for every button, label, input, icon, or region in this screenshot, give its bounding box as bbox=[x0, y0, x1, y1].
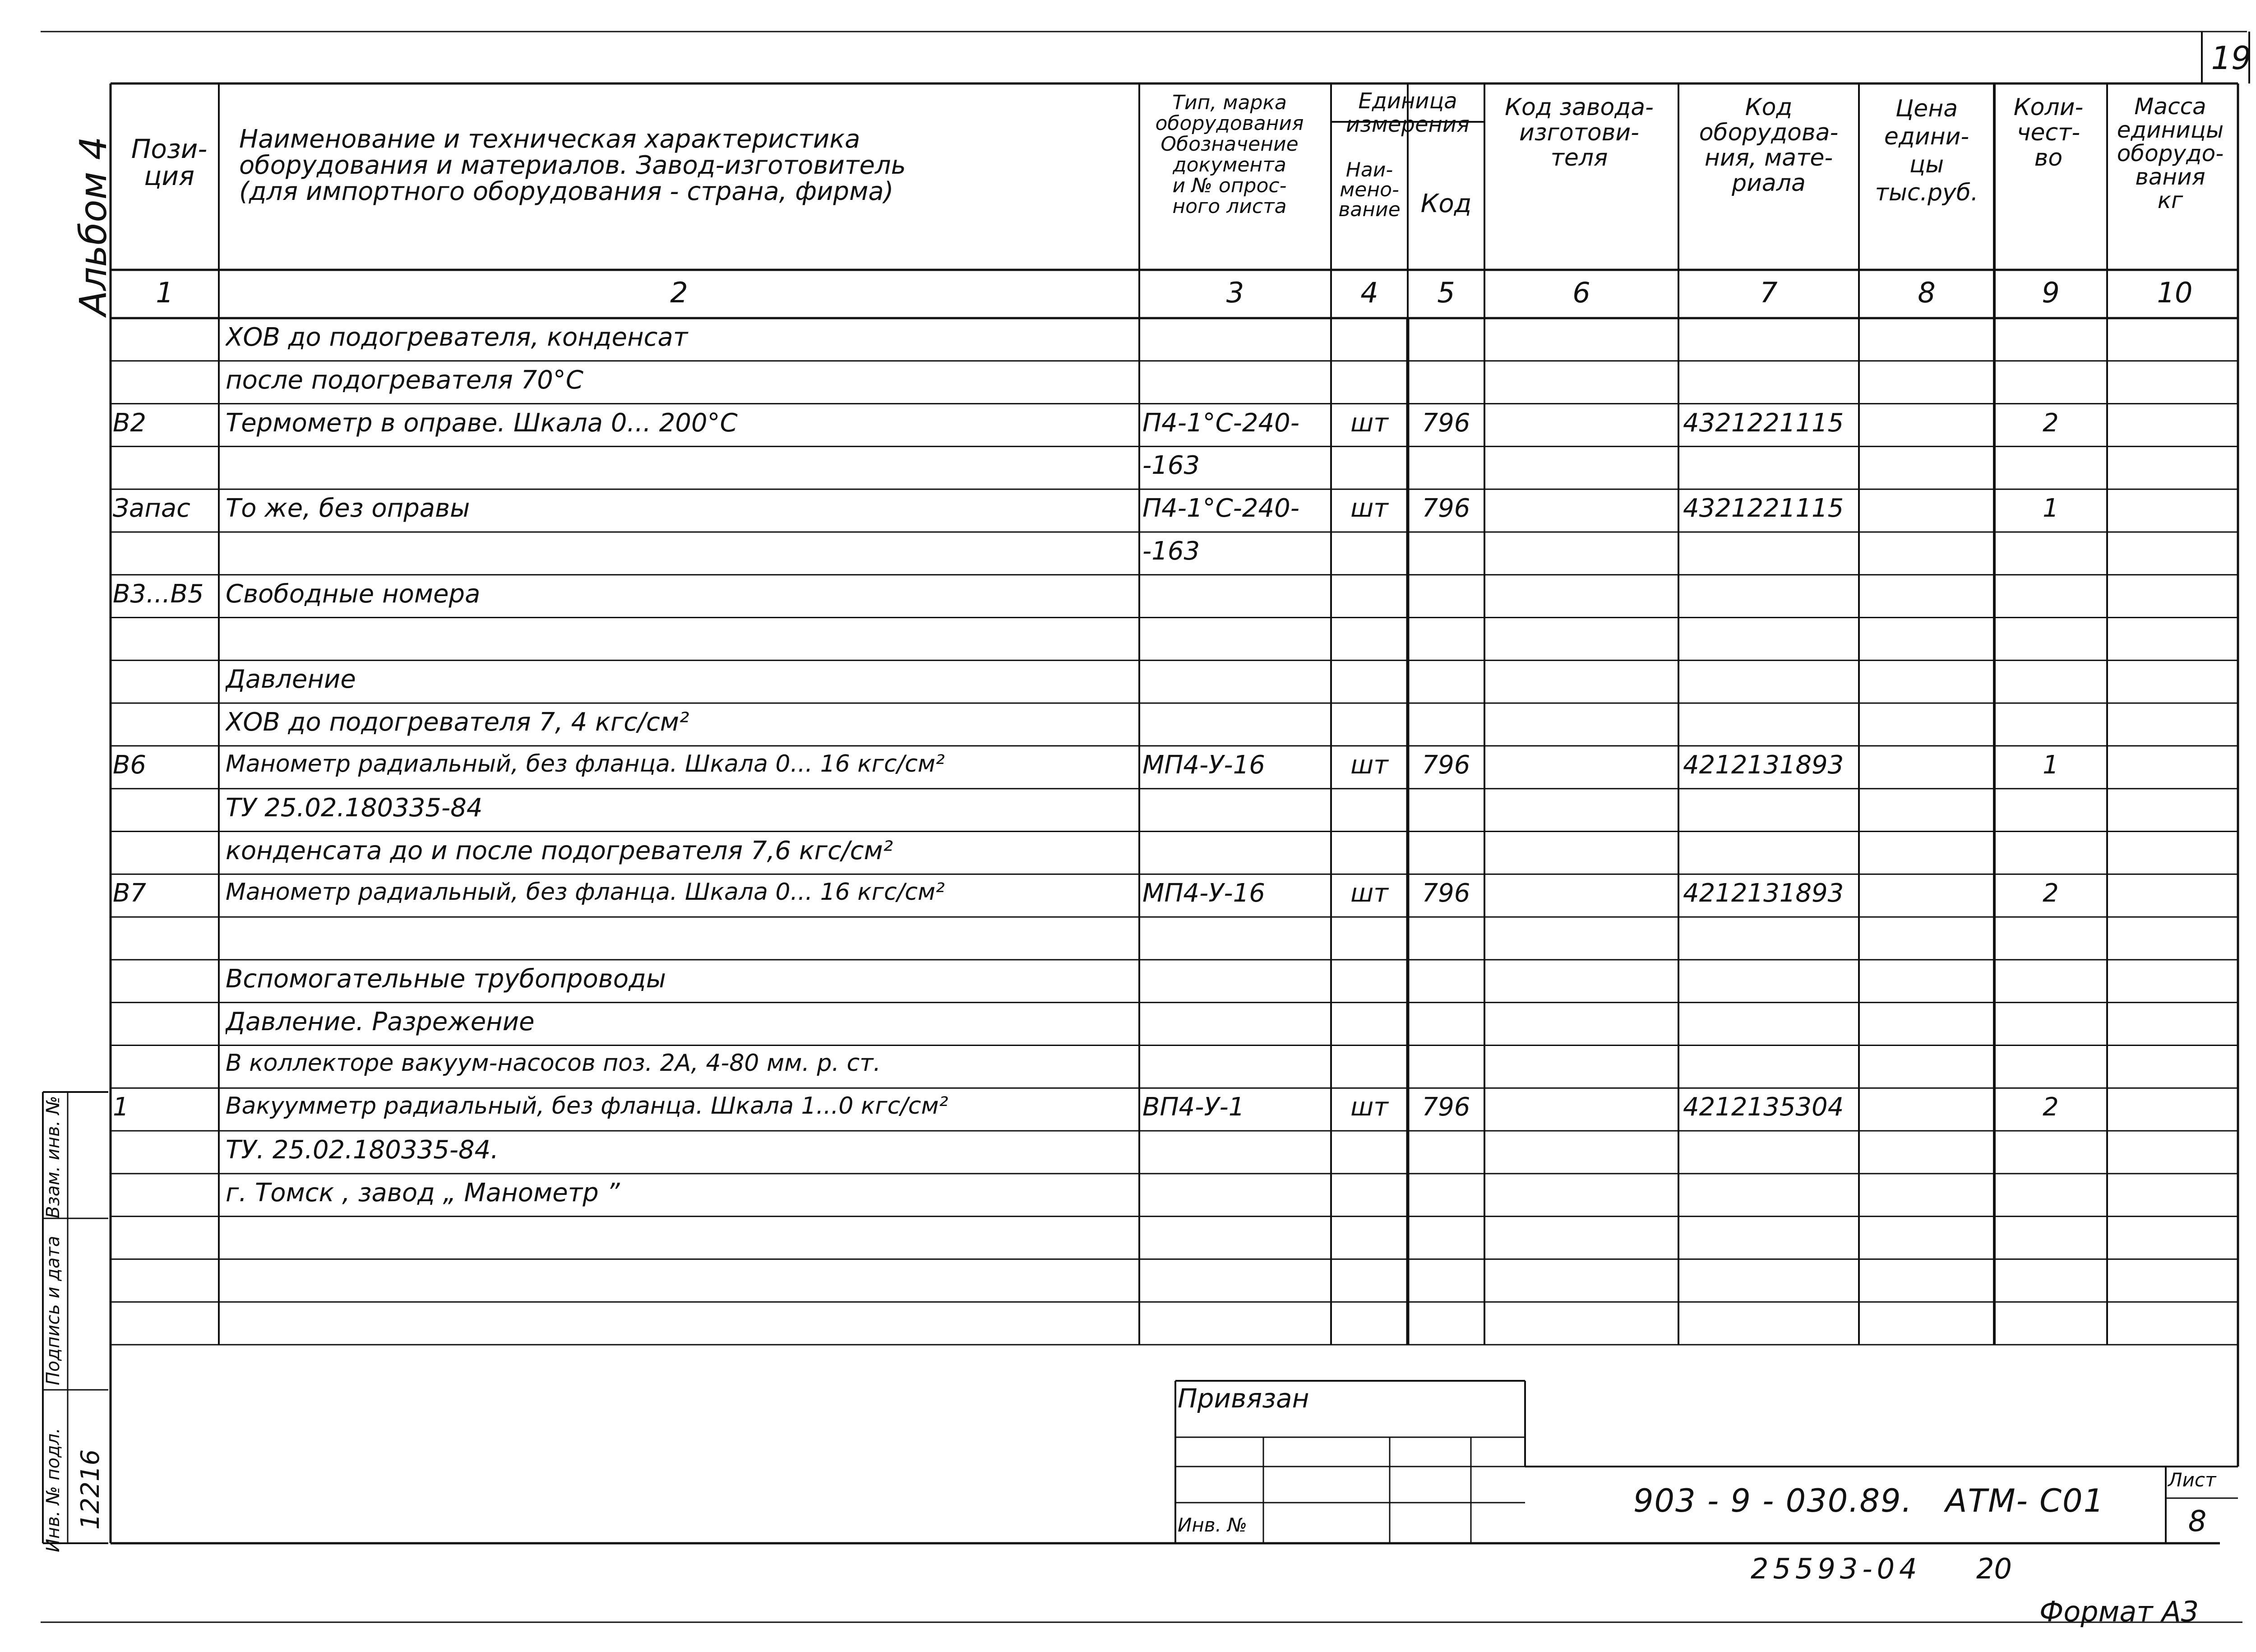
cell-position: В6 bbox=[113, 750, 147, 780]
cell-unit: шт bbox=[1350, 750, 1388, 780]
archive-number: 25593-04 bbox=[1751, 1552, 1922, 1585]
cell-qty: 2 bbox=[2043, 879, 2059, 908]
cell-name: ХОВ до подогревателя, конденсат bbox=[226, 323, 688, 352]
cell-position: 1 bbox=[113, 1092, 129, 1122]
cell-name: Давление. Разрежение bbox=[226, 1007, 535, 1037]
header-type: Тип, марка оборудования Обозначение документа и № опрос- ного листа bbox=[1155, 91, 1304, 218]
col-number-9: 9 bbox=[2042, 276, 2060, 309]
cell-position: В2 bbox=[113, 408, 147, 438]
cell-type: ВП4-У-1 bbox=[1142, 1092, 1245, 1122]
col-number-6: 6 bbox=[1572, 276, 1590, 309]
cell-name: В коллекторе вакуум-насосов поз. 2А, 4-80 мм. р. ст. bbox=[226, 1050, 881, 1077]
cell-type: МП4-У-16 bbox=[1142, 879, 1265, 908]
format-label: Формат А3 bbox=[2039, 1595, 2199, 1628]
cell-unit: шт bbox=[1350, 879, 1388, 908]
cell-name: Манометр радиальный, без фланца. Шкала 0... 16 кгс/см² bbox=[226, 879, 945, 906]
stamp-replace-inv-label: Взам. инв. № bbox=[43, 1096, 64, 1218]
cell-type: -163 bbox=[1142, 536, 1200, 566]
document-code: 903 - 9 - 030.89. АТМ- С01 bbox=[1633, 1482, 2105, 1519]
inv-number-label: Инв. № bbox=[1178, 1514, 1248, 1536]
cell-qty: 2 bbox=[2043, 408, 2059, 438]
col-number-8: 8 bbox=[1918, 276, 1936, 309]
cell-name: Давление bbox=[226, 665, 356, 694]
col-number-2: 2 bbox=[670, 276, 688, 309]
header-manufacturer-code: Код завода- изготови- теля bbox=[1505, 94, 1654, 171]
header-price: Цена едини- цы тыс.руб. bbox=[1875, 95, 1979, 206]
cell-unit: шт bbox=[1350, 1092, 1388, 1122]
cell-qty: 1 bbox=[2043, 494, 2059, 523]
col-number-10: 10 bbox=[2157, 276, 2193, 309]
cell-name: конденсата до и после подогревателя 7,6 кгс/см² bbox=[226, 836, 893, 865]
cell-name: То же, без оправы bbox=[226, 494, 470, 523]
col-number-3: 3 bbox=[1226, 276, 1244, 309]
album-label: Альбом 4 bbox=[72, 136, 115, 316]
header-unit: Единица измерения bbox=[1346, 88, 1470, 137]
cell-name: Манометр радиальный, без фланца. Шкала 0... 16 кгс/см² bbox=[226, 750, 945, 777]
cell-name: ХОВ до подогревателя 7, 4 кгс/см² bbox=[226, 708, 689, 737]
privyazan-label: Привязан bbox=[1178, 1383, 1309, 1414]
cell-name: после подогревателя 70°С bbox=[226, 365, 584, 395]
stamp-inv-podl-label: Инв. № подл. bbox=[43, 1428, 64, 1552]
cell-code: 796 bbox=[1422, 1092, 1470, 1122]
header-unit-code: Код bbox=[1420, 189, 1472, 218]
col-number-1: 1 bbox=[156, 276, 174, 309]
col-number-5: 5 bbox=[1437, 276, 1455, 309]
cell-name: Термометр в оправе. Шкала 0... 200°С bbox=[226, 408, 738, 438]
cell-equip-code: 4212135304 bbox=[1683, 1092, 1844, 1122]
cell-code: 796 bbox=[1422, 879, 1470, 908]
cell-code: 796 bbox=[1422, 750, 1470, 780]
cell-unit: шт bbox=[1350, 408, 1388, 438]
cell-name: Вспомогательные трубопроводы bbox=[226, 964, 666, 994]
cell-qty: 1 bbox=[2043, 750, 2059, 780]
cell-equip-code: 4321221115 bbox=[1683, 494, 1844, 523]
header-equipment-code: Код оборудова- ния, мате- риала bbox=[1699, 94, 1839, 197]
stamp-inv-value: 12216 bbox=[76, 1449, 105, 1530]
cell-type: МП4-У-16 bbox=[1142, 750, 1265, 780]
cell-qty: 2 bbox=[2043, 1092, 2059, 1122]
cell-equip-code: 4212131893 bbox=[1683, 750, 1844, 780]
cell-position: В3...В5 bbox=[113, 579, 204, 609]
header-name: Наименование и техническая характеристика оборудования и материалов. Завод-изготовитель (для импортного оборудования - страна, фирма) bbox=[239, 125, 906, 206]
list-number: 8 bbox=[2188, 1505, 2207, 1538]
header-unit-name: Наи- мено- вание bbox=[1338, 158, 1401, 221]
header-mass: Масса единицы оборудо- вания кг bbox=[2117, 93, 2224, 213]
cell-name: ТУ. 25.02.180335-84. bbox=[226, 1135, 499, 1165]
cell-unit: шт bbox=[1350, 494, 1388, 523]
cell-equip-code: 4321221115 bbox=[1683, 408, 1844, 438]
cell-type: П4-1°С-240- bbox=[1142, 408, 1299, 438]
cell-type: П4-1°С-240- bbox=[1142, 494, 1299, 523]
cell-position: Запас bbox=[113, 494, 190, 523]
cell-position: В7 bbox=[113, 879, 147, 908]
cell-name: Вакуумметр радиальный, без фланца. Шкала 1...0 кгс/см² bbox=[226, 1092, 948, 1120]
cell-name: г. Томск , завод „ Манометр ” bbox=[226, 1178, 620, 1208]
list-label: Лист bbox=[2168, 1469, 2216, 1491]
header-quantity: Коли- чест- во bbox=[2013, 94, 2084, 171]
cell-name: Свободные номера bbox=[226, 579, 481, 609]
cell-code: 796 bbox=[1422, 408, 1470, 438]
archive-sheet: 20 bbox=[1976, 1552, 2012, 1585]
cell-code: 796 bbox=[1422, 494, 1470, 523]
cell-type: -163 bbox=[1142, 451, 1200, 481]
sheet-number: 19 bbox=[2211, 40, 2251, 77]
cell-equip-code: 4212131893 bbox=[1683, 879, 1844, 908]
col-number-7: 7 bbox=[1760, 276, 1778, 309]
stamp-signature-date-label: Подпись и дата bbox=[43, 1236, 64, 1385]
cell-name: ТУ 25.02.180335-84 bbox=[226, 793, 483, 823]
header-position: Пози- ция bbox=[131, 134, 208, 191]
col-number-4: 4 bbox=[1360, 276, 1378, 309]
